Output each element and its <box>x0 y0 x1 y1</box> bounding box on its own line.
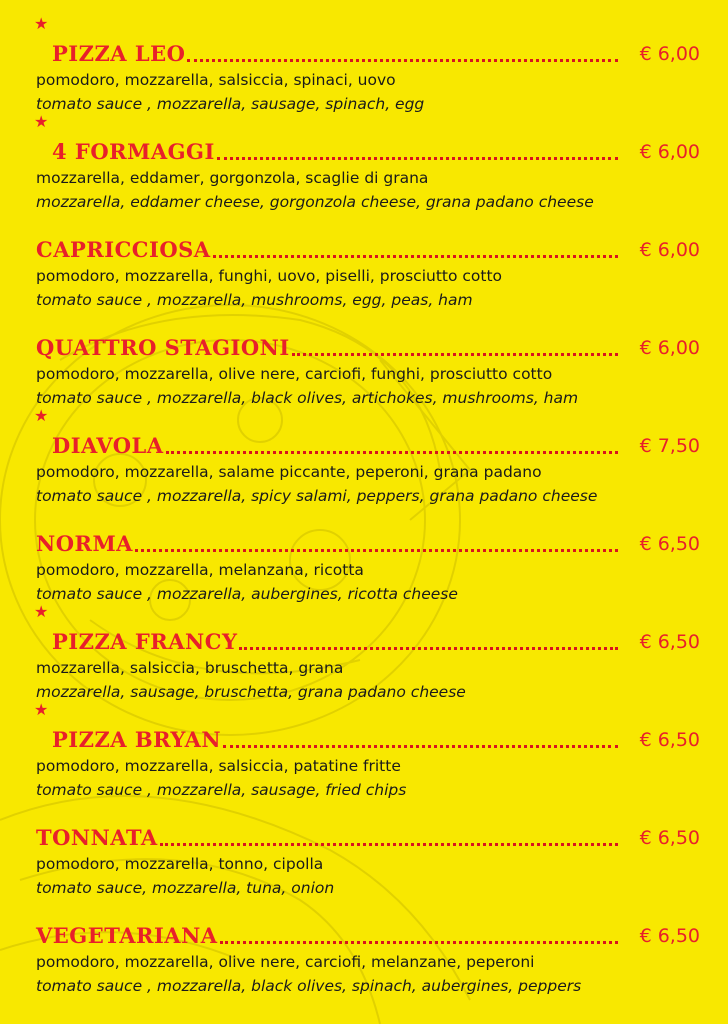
menu-item-title-row <box>34 14 700 68</box>
ingredients-italian: pomodoro, mozzarella, olive nere, carciofi, melanzane, peperoni <box>36 953 535 971</box>
ingredients-english: mozzarella, eddamer cheese, gorgonzola cheese, grana padano cheese <box>36 193 594 211</box>
ingredients-english: tomato sauce, mozzarella, tuna, onion <box>36 879 335 897</box>
menu-item-name: 4 FORMAGGI <box>52 139 215 164</box>
dotted-leader <box>223 745 618 748</box>
menu-item-title-row <box>34 112 700 166</box>
ingredients-italian: pomodoro, mozzarella, melanzana, ricotta <box>36 561 364 579</box>
menu-item-name: TONNATA <box>36 825 158 850</box>
menu-item-name: PIZZA LEO <box>52 41 186 66</box>
dotted-leader <box>135 549 618 552</box>
menu-item-title-row <box>34 700 700 754</box>
ingredients-english: tomato sauce , mozzarella, black olives, artichokes, mushrooms, ham <box>36 389 579 407</box>
dotted-leader <box>213 255 618 258</box>
menu-item-title-row <box>34 602 700 656</box>
menu-item <box>34 700 700 812</box>
menu-item <box>34 112 700 224</box>
menu-item <box>36 330 700 420</box>
menu-item-name: PIZZA FRANCY <box>52 629 238 654</box>
dotted-leader <box>220 941 618 944</box>
menu-item-price: € 6,50 <box>639 631 700 653</box>
menu-item-name: PIZZA BRYAN <box>52 727 222 752</box>
menu-item <box>36 526 700 616</box>
menu-item-title-row <box>34 406 700 460</box>
menu-item-price: € 6,00 <box>639 337 700 359</box>
dotted-leader <box>217 157 618 160</box>
menu-item-price: € 6,50 <box>639 729 700 751</box>
menu-item-title-row <box>36 330 700 362</box>
menu-item <box>36 232 700 322</box>
menu-item-price: € 6,00 <box>639 239 700 261</box>
dotted-leader <box>160 843 618 846</box>
star-icon: ★ <box>34 406 49 425</box>
menu-item-title-row <box>36 820 700 852</box>
ingredients-italian: mozzarella, eddamer, gorgonzola, scaglie di grana <box>36 169 429 187</box>
menu-item-name: NORMA <box>36 531 133 556</box>
ingredients-english: tomato sauce , mozzarella, black olives, spinach, aubergines, peppers <box>36 977 582 995</box>
menu-item-name: VEGETARIANA <box>36 923 218 948</box>
menu-item <box>34 602 700 714</box>
menu-item-name: DIAVOLA <box>52 433 164 458</box>
ingredients-english: tomato sauce , mozzarella, spicy salami, peppers, grana padano cheese <box>36 487 598 505</box>
ingredients-italian: pomodoro, mozzarella, salame piccante, peperoni, grana padano <box>36 463 542 481</box>
ingredients-english: mozzarella, sausage, bruschetta, grana padano cheese <box>36 683 466 701</box>
menu-item <box>36 820 700 910</box>
menu-item-price: € 6,00 <box>639 141 700 163</box>
ingredients-italian: pomodoro, mozzarella, tonno, cipolla <box>36 855 324 873</box>
star-icon: ★ <box>34 700 49 719</box>
ingredients-italian: mozzarella, salsiccia, bruschetta, grana <box>36 659 344 677</box>
menu-item-name: QUATTRO STAGIONI <box>36 335 290 360</box>
menu-item <box>36 918 700 1008</box>
menu-item-title-row <box>36 526 700 558</box>
menu-item-price: € 7,50 <box>639 435 700 457</box>
ingredients-italian: pomodoro, mozzarella, olive nere, carciofi, funghi, prosciutto cotto <box>36 365 553 383</box>
menu-item-title-row <box>36 232 700 264</box>
ingredients-english: tomato sauce , mozzarella, sausage, spinach, egg <box>36 95 425 113</box>
dotted-leader <box>166 451 618 454</box>
star-icon: ★ <box>34 14 49 33</box>
menu-item-title-row <box>36 918 700 950</box>
dotted-leader <box>292 353 618 356</box>
ingredients-english: tomato sauce , mozzarella, sausage, fried chips <box>36 781 407 799</box>
menu-item-price: € 6,50 <box>639 925 700 947</box>
menu-item <box>34 406 700 518</box>
menu-item-price: € 6,00 <box>639 43 700 65</box>
star-icon: ★ <box>34 112 49 131</box>
ingredients-italian: pomodoro, mozzarella, salsiccia, spinaci, uovo <box>36 71 396 89</box>
ingredients-english: tomato sauce , mozzarella, aubergines, ricotta cheese <box>36 585 458 603</box>
ingredients-italian: pomodoro, mozzarella, salsiccia, patatine fritte <box>36 757 401 775</box>
menu-item-price: € 6,50 <box>639 827 700 849</box>
dotted-leader <box>187 59 618 62</box>
ingredients-italian: pomodoro, mozzarella, funghi, uovo, piselli, prosciutto cotto <box>36 267 503 285</box>
dotted-leader <box>239 647 618 650</box>
ingredients-english: tomato sauce , mozzarella, mushrooms, egg, peas, ham <box>36 291 473 309</box>
menu-item-name: CAPRICCIOSA <box>36 237 211 262</box>
menu-item-price: € 6,50 <box>639 533 700 555</box>
star-icon: ★ <box>34 602 49 621</box>
menu-item <box>34 14 700 126</box>
